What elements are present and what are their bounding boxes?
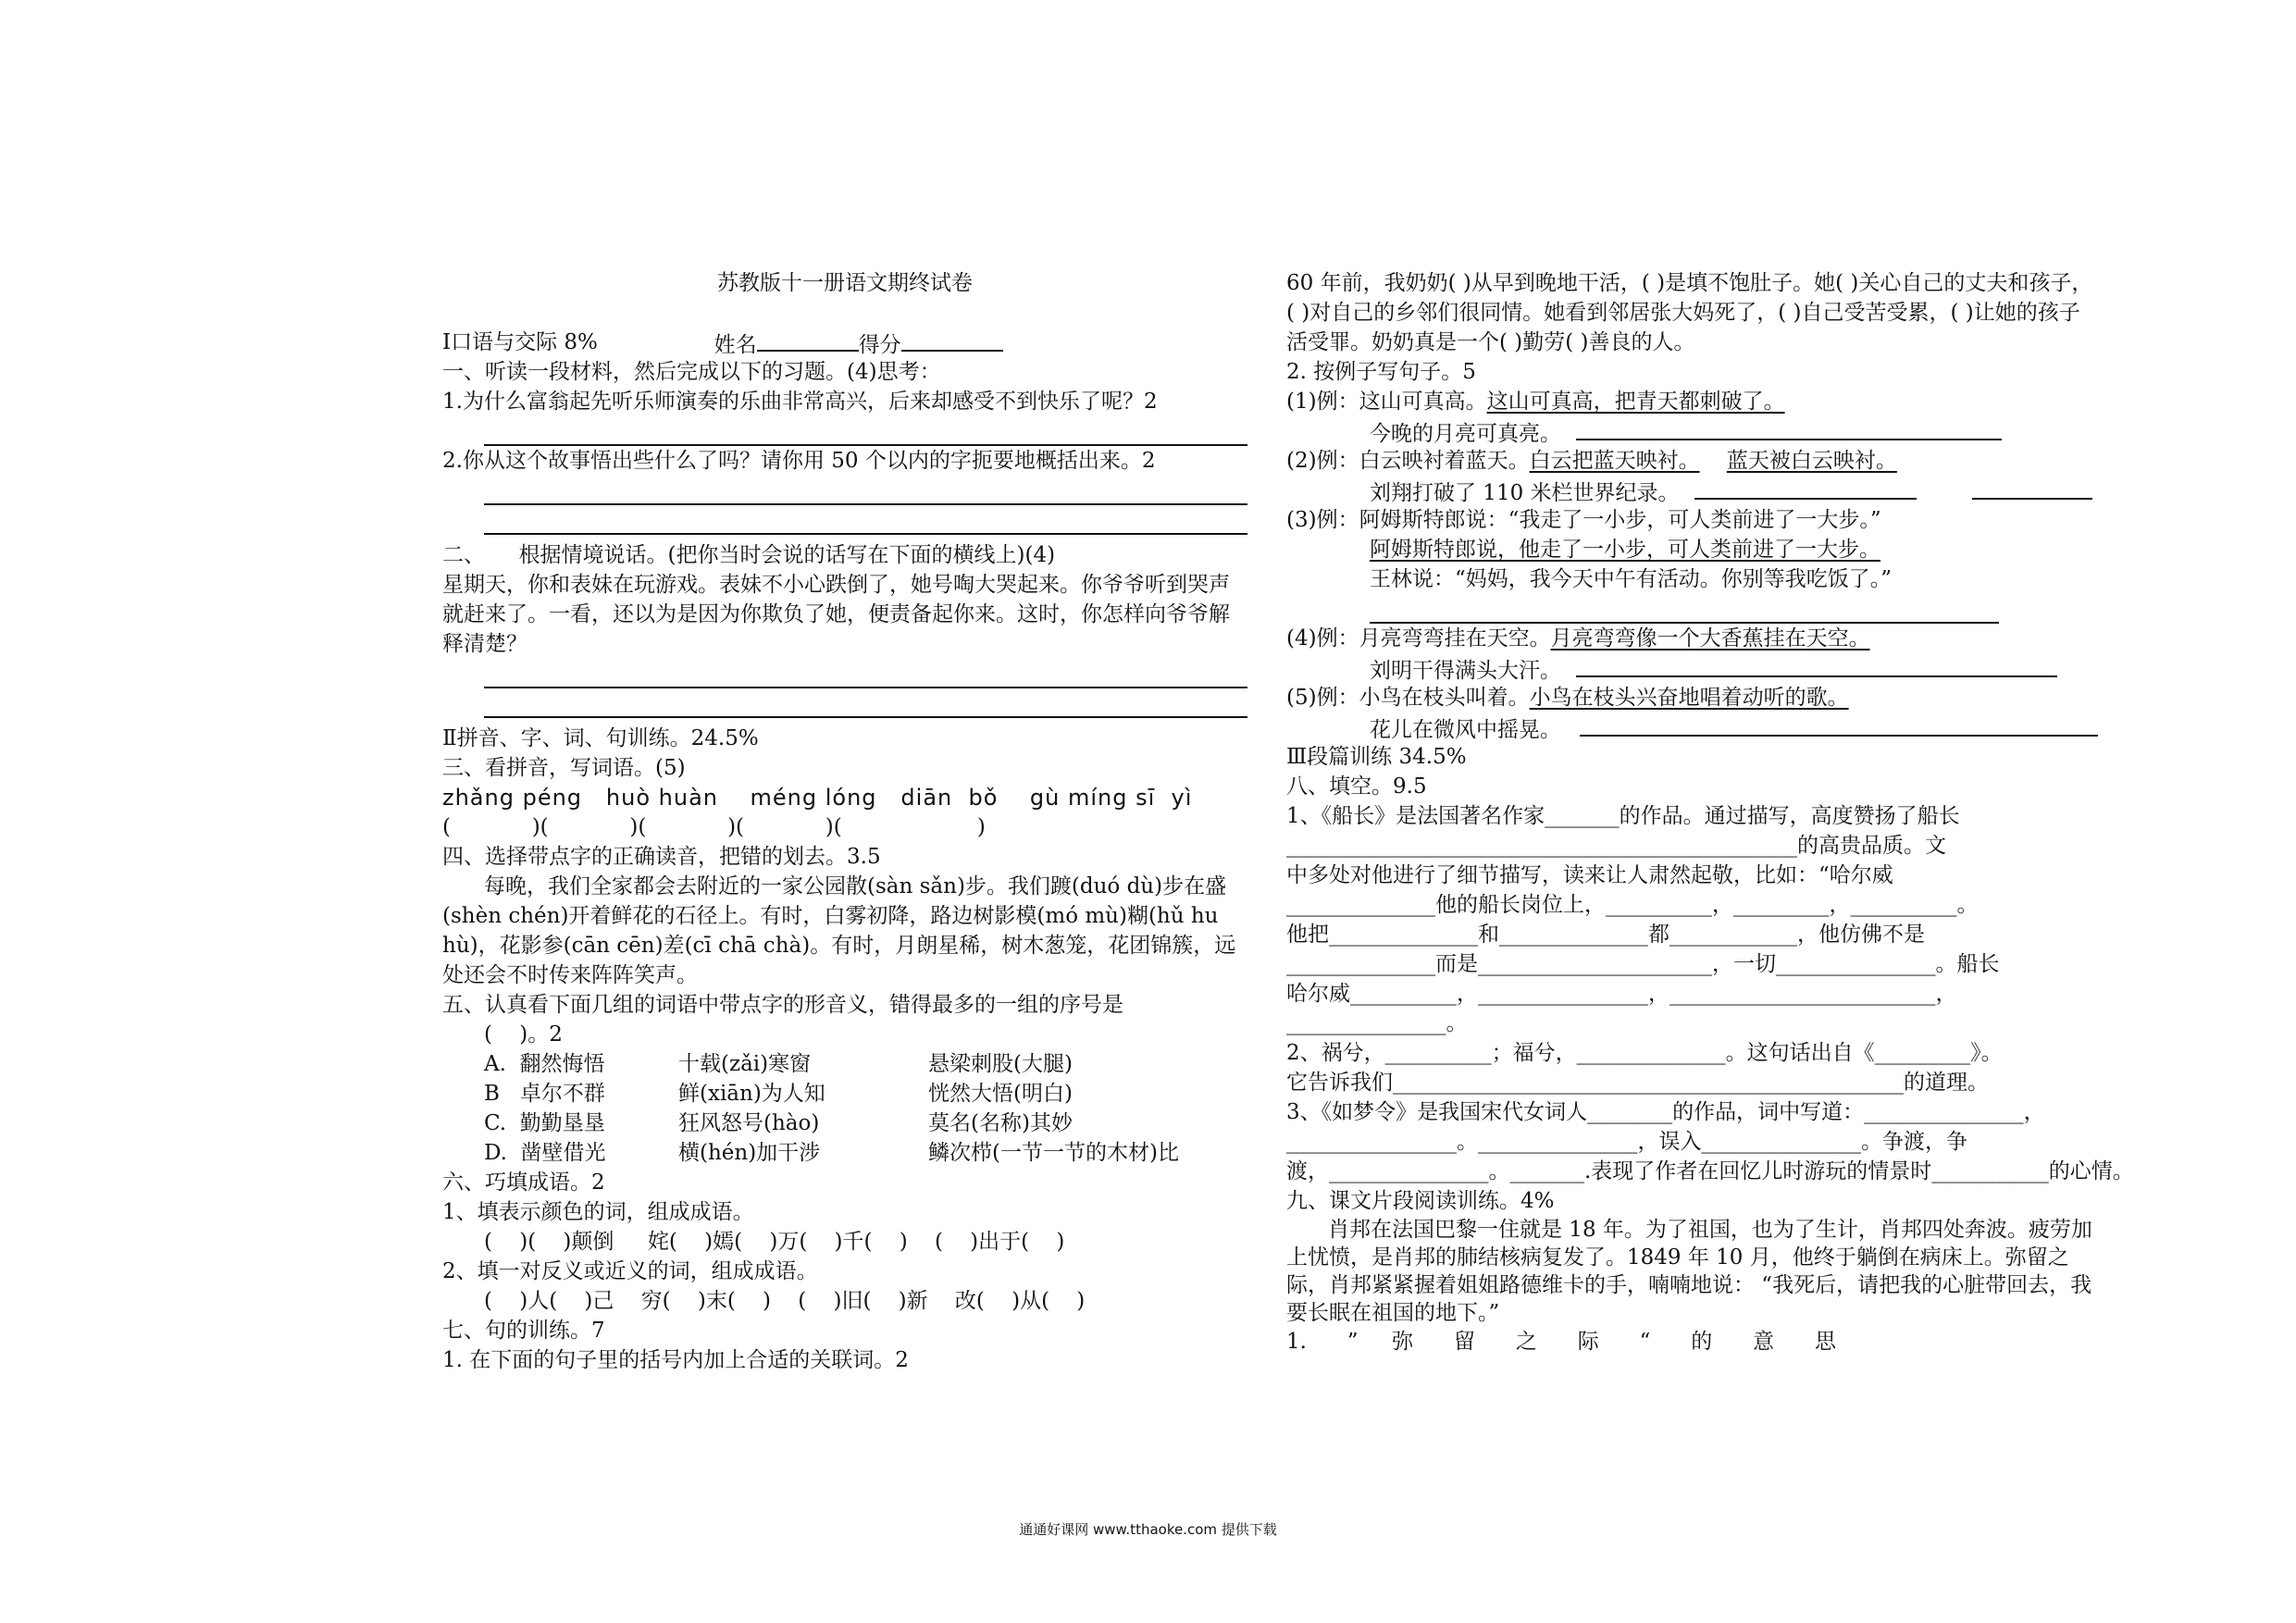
answer-field[interactable] <box>1576 416 2002 440</box>
example-answer: 蓝天被白云映衬。 <box>1726 449 1897 473</box>
q8-1g[interactable]: 哈尔威__________，________________，_________________________， <box>1286 982 1957 1006</box>
q7-heading: 七、句的训练。7 <box>442 1319 605 1343</box>
example-1 <box>1286 387 2101 416</box>
q1-heading: 一、听读一段材料，然后完成以下的习题。(4)思考： <box>442 360 941 384</box>
answer-line[interactable] <box>484 688 1247 718</box>
example-answer: 白云把蓝天映衬。 <box>1529 449 1700 473</box>
q6-1: 1、填表示颜色的词，组成成语。 <box>442 1200 754 1224</box>
name-field[interactable] <box>757 328 859 352</box>
example-3: (3)例：阿姆斯特郎说：“我走了一小步，可人类前进了一大步。” <box>1286 508 1881 532</box>
q8-1f[interactable]: ______________而是______________________，一切_______________。船长 <box>1286 952 2000 976</box>
option-word: C. 勤勤垦垦 <box>484 1111 605 1135</box>
answer-line[interactable] <box>484 416 1247 446</box>
option-word: 狂风怒号(hào) <box>678 1111 820 1135</box>
q8-1e[interactable]: 他把______________和______________都____________，他仿佛不是 <box>1286 923 1925 947</box>
option-word: 鳞次栉(一节一节的木材)比 <box>928 1141 1179 1165</box>
question-text: 刘翔打破了 110 米栏世界纪录。 <box>1370 481 1680 505</box>
example-5 <box>1286 683 2101 712</box>
left-column <box>442 268 1247 1375</box>
example-answer: 阿姆斯特郎说，他走了一小步，可人类前进了一大步。 <box>1370 538 1880 562</box>
score-label: 得分 <box>858 333 901 357</box>
q5-option-b <box>442 1079 1247 1109</box>
option-word: 鲜(xiān)为人知 <box>678 1082 825 1106</box>
q8-1c: 中多处对他进行了细节描写，读来让人肃然起敬，比如：“哈尔威 <box>1286 863 1893 887</box>
option-word: D. 凿壁借光 <box>484 1141 606 1165</box>
option-word: 十载(zǎi)寒窗 <box>678 1052 812 1076</box>
example-4 <box>1286 624 2101 653</box>
q5-option-d <box>442 1138 1247 1168</box>
example-answer: 这山可真高，把青天都刺破了。 <box>1486 390 1785 414</box>
q5-heading: 五、认真看下面几组的词语中带点字的形音义，错得最多的一组的序号是 <box>442 993 1123 1017</box>
q6-1-items[interactable]: ( )( )颠倒 姹( )嫣( )万( )千( ) ( )出于( ) <box>484 1230 1065 1254</box>
q2-text: 星期天，你和表妹在玩游戏。表妹不小心跌倒了，她号啕大哭起来。你爷爷听到哭声就赶来了。一看，还以为是因为你欺负了她，便责备起你来。这时，你怎样向爷爷解释清楚？ <box>442 573 1230 656</box>
question-text: 今晚的月亮可真亮。 <box>1370 422 1561 446</box>
q8-1h[interactable]: _______________。 <box>1286 1011 1468 1035</box>
example-4-question <box>1286 653 2101 683</box>
q8-heading: 八、填空。9.5 <box>1286 774 1427 799</box>
option-word: 莫名(名称)其妙 <box>928 1111 1073 1135</box>
exam-title: 苏教版十一册语文期终试卷 <box>717 271 973 295</box>
example-2 <box>1286 446 2101 476</box>
name-label: 姓名 <box>714 333 757 357</box>
q6-2: 2、填一对反义或近义的词，组成成语。 <box>442 1259 818 1283</box>
option-word: B 卓尔不群 <box>484 1082 605 1106</box>
answer-field[interactable] <box>1576 653 2057 677</box>
option-word: A. 翻然悔悟 <box>484 1052 605 1076</box>
part3-heading: Ⅲ段篇训练 34.5% <box>1286 745 1467 769</box>
q5-option-a <box>442 1049 1247 1079</box>
q8-3b[interactable]: ________________。_______________，误入_______________。争渡，争 <box>1286 1130 1967 1154</box>
example-2-question <box>1286 476 2101 505</box>
q1-1: 1.为什么富翁起先听乐师演奏的乐曲非常高兴，后来却感受不到快乐了呢？2 <box>442 390 1158 414</box>
q8-1d[interactable]: ______________他的船长岗位上，__________，_________，__________。 <box>1286 893 1979 917</box>
question-text: 花儿在微风中摇晃。 <box>1370 718 1561 742</box>
q1-2: 2.你从这个故事悟出些什么了吗？请你用 50 个以内的字扼要地概括出来。2 <box>442 449 1156 473</box>
answer-line[interactable] <box>1370 594 1999 624</box>
option-word: 恍然大悟(明白) <box>928 1082 1073 1106</box>
q8-3c[interactable]: 渡，_______________。_______.表现了作者在回忆儿时游玩的情景时___________的心情。 <box>1286 1159 2134 1183</box>
q8-1a[interactable]: 1、《船长》是法国著名作家_______的作品。通过描写，高度赞扬了船长 <box>1286 804 1960 828</box>
example-answer: 小鸟在枝头兴奋地唱着动听的歌。 <box>1529 686 1849 710</box>
q2-heading: 二、 根据情境说话。(把你当时会说的话写在下面的横线上)(4) <box>442 543 1056 567</box>
option-word: 横(hén)加干涉 <box>678 1141 821 1165</box>
example-label: (5)例：小鸟在枝头叫着。 <box>1286 686 1530 710</box>
answer-field[interactable] <box>1972 476 2092 500</box>
q9-passage: 肖邦在法国巴黎一住就是 18 年。为了祖国，也为了生计，肖邦四处奔波。疲劳加上忧愤，是肖邦的肺结核病复发了。1849 年 10 月，他终于躺倒在病床上。弥留之际，肖邦紧紧握着姐姐路德维卡的手，喃喃地说： “我死后，请把我的心脏带回去，我要长眠在祖国的地下。” <box>1286 1218 2092 1325</box>
option-word: 悬梁刺股(大腿) <box>928 1052 1073 1076</box>
q4-heading: 四、选择带点字的正确读音，把错的划去。3.5 <box>442 845 881 869</box>
answer-line[interactable] <box>484 476 1247 505</box>
example-label: (2)例：白云映衬着蓝天。 <box>1286 449 1530 473</box>
q6-heading: 六、巧填成语。2 <box>442 1171 605 1195</box>
part2-heading: Ⅱ拼音、字、词、句训练。24.5% <box>442 726 759 750</box>
question-text: 刘明干得满头大汗。 <box>1370 659 1561 683</box>
q6-2-items[interactable]: ( )人( )己 穷( )末( ) ( )旧( )新 改( )从( ) <box>484 1289 1086 1313</box>
q9-1: 1. ” 弥 留 之 际 “ 的 意 思 <box>1286 1330 1836 1354</box>
example-1-question <box>1286 416 2101 446</box>
q3-pinyin: zhǎng péng huò huàn méng lóng diān bǒ gù míng sī yì <box>442 785 1193 811</box>
q5-blank[interactable]: ( )。2 <box>484 1022 563 1047</box>
q3-brackets[interactable]: ( )( )( )( )( ) <box>442 815 986 839</box>
answer-line[interactable] <box>484 659 1247 688</box>
q9-heading: 九、课文片段阅读训练。4% <box>1286 1189 1555 1213</box>
r1-paragraph: 60 年前，我奶奶( )从早到晚地干活，( )是填不饱肚子。她( )关心自己的丈夫和孩子，( )对自己的乡邻们很同情。她看到邻居张大妈死了，( )自己受苦受累，( )让她的孩子活受罪。奶奶真是一个( )勤劳( )善良的人。 <box>1286 271 2093 354</box>
q7-1: 1. 在下面的句子里的括号内加上合适的关联词。2 <box>442 1348 909 1372</box>
example-label: (1)例：这山可真高。 <box>1286 390 1487 414</box>
part1-heading: Ⅰ口语与交际 8% <box>442 330 598 354</box>
footer-credit: 通通好课网 www.tthaoke.com 提供下载 <box>1019 1521 1277 1538</box>
q3-heading: 三、看拼音，写词语。(5) <box>442 756 686 780</box>
example-5-question <box>1286 712 2101 742</box>
q5-option-c <box>442 1109 1247 1138</box>
example-answer: 月亮弯弯像一个大香蕉挂在天空。 <box>1550 626 1870 650</box>
example-label: (4)例：月亮弯弯挂在天空。 <box>1286 626 1551 650</box>
q4-text: 每晚，我们全家都会去附近的一家公园散(sàn sǎn)步。我们踱(duó dù)步在盛(shèn chén)开着鲜花的石径上。有时，白雾初降，路边树影模(mó mù)糊(hǔ hu hù)，花影参(cān cēn)差(cī chā chà)。有时，月朗星稀，树木葱笼，花团锦簇，远处还会不时传来阵阵笑声。 <box>442 874 1236 987</box>
q8-3a[interactable]: 3、《如梦令》是我国宋代女词人________的作品，词中写道：_______________， <box>1286 1100 2045 1124</box>
q8-2b[interactable]: 它告诉我们________________________________________________的道理。 <box>1286 1071 1989 1095</box>
q8-2a[interactable]: 2、祸兮，__________；福兮，______________。这句话出自《_________》。 <box>1286 1041 2003 1065</box>
example-3-question: 王林说：“妈妈，我今天中午有活动。你别等我吃饭了。” <box>1370 567 1893 591</box>
right-column <box>1286 268 2134 1357</box>
q8-1b[interactable]: ________________________________________________的高贵品质。文 <box>1286 834 1946 858</box>
answer-line[interactable] <box>484 505 1247 535</box>
score-field[interactable] <box>901 328 1003 352</box>
example-3-answer <box>1286 535 2101 564</box>
q7-2: 2. 按例子写句子。5 <box>1286 360 1476 384</box>
answer-field[interactable] <box>1580 712 2098 737</box>
answer-field[interactable] <box>1694 476 1917 500</box>
